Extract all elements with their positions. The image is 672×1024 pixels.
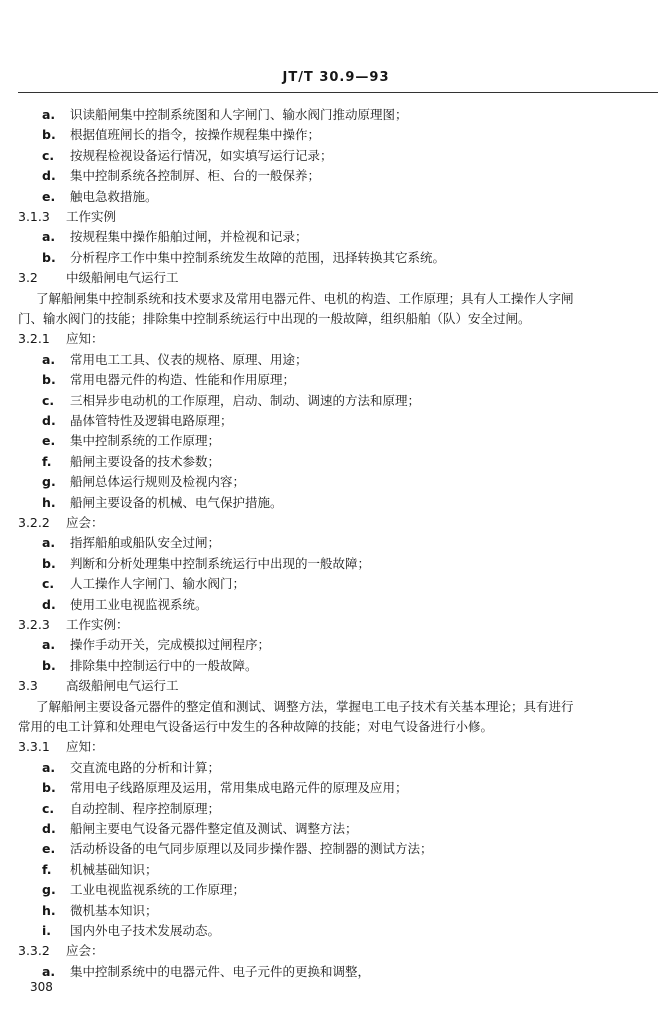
list-item-text: 船闸主要设备的技术参数； [70, 454, 221, 469]
section-heading [18, 678, 179, 694]
list-item-text: 自动控制、程序控制原理； [70, 801, 221, 816]
list-item [0, 495, 640, 511]
list-item-marker: d. [42, 413, 56, 428]
list-item-text: 常用电器元件的构造、性能和作用原理； [70, 372, 296, 387]
list-item-text: 人工操作人字闸门、输水阀门； [70, 576, 246, 591]
list-item [0, 229, 640, 245]
list-item [0, 107, 640, 123]
paragraph-line: 常用的电工计算和处理电气设备运行中发生的各种故障的技能；对电气设备进行小修。 [18, 719, 494, 734]
section-title: 应知： [66, 739, 104, 754]
list-item-marker: e. [42, 189, 56, 204]
section-title: 工作实例 [66, 209, 117, 224]
list-item [0, 658, 640, 674]
list-item [0, 352, 640, 368]
list-item-text: 常用电工工具、仪表的规格、原理、用途； [70, 352, 308, 367]
section-number: 3.2.1 [18, 331, 50, 346]
list-item-text: 集中控制系统中的电器元件、电子元件的更换和调整， [70, 964, 371, 979]
list-item-marker: a. [42, 107, 56, 122]
paragraph-line: 门、输水阀门的技能；排除集中控制系统运行中出现的一般故障，组织船舶（队）安全过闸。 [18, 311, 531, 326]
list-item [0, 964, 640, 980]
list-item [0, 372, 640, 388]
list-item [0, 923, 640, 939]
list-item-text: 指挥船舶或船队安全过闸； [70, 535, 221, 550]
list-item-marker: h. [42, 903, 56, 918]
list-item [0, 903, 640, 919]
list-item [0, 780, 640, 796]
list-item [0, 189, 640, 205]
section-title: 高级船闸电气运行工 [66, 678, 179, 693]
list-item [0, 576, 640, 592]
list-item-marker: c. [42, 148, 55, 163]
section-heading [18, 617, 129, 633]
list-item [0, 637, 640, 653]
list-item-text: 晶体管特性及逻辑电路原理； [70, 413, 233, 428]
list-item-marker: a. [42, 352, 56, 367]
section-title: 应知： [66, 331, 104, 346]
list-item-text: 按规程集中操作船舶过闸，并检视和记录； [70, 229, 308, 244]
list-item [0, 556, 640, 572]
list-item-text: 常用电子线路原理及运用，常用集成电路元件的原理及应用； [70, 780, 408, 795]
list-item-marker: b. [42, 372, 56, 387]
list-item-text: 按规程检视设备运行情况，如实填写运行记录； [70, 148, 333, 163]
standard-code-header: JT/T 30.9—93 [282, 70, 390, 85]
list-item-text: 识读船闸集中控制系统图和人字闸门、输水阀门推动原理图； [70, 107, 408, 122]
section-title: 工作实例： [66, 617, 129, 632]
list-item [0, 535, 640, 551]
list-item-marker: a. [42, 760, 56, 775]
list-item-text: 船闸主要电气设备元器件整定值及测试、调整方法； [70, 821, 358, 836]
list-item-marker: g. [42, 474, 56, 489]
list-item [0, 597, 640, 613]
section-title: 应会： [66, 943, 104, 958]
list-item-marker: b. [42, 127, 56, 142]
section-number: 3.1.3 [18, 209, 50, 224]
list-item-marker: d. [42, 168, 56, 183]
list-item-text: 交直流电路的分析和计算； [70, 760, 221, 775]
list-item-text: 使用工业电视监视系统。 [70, 597, 208, 612]
list-item [0, 393, 640, 409]
list-item-text: 根据值班闸长的指令，按操作规程集中操作； [70, 127, 321, 142]
list-item-marker: a. [42, 535, 56, 550]
list-item [0, 433, 640, 449]
list-item-text: 集中控制系统的工作原理； [70, 433, 221, 448]
list-item-text: 机械基础知识； [70, 862, 158, 877]
list-item-marker: c. [42, 393, 55, 408]
list-item-marker: c. [42, 801, 55, 816]
list-item-marker: f. [42, 862, 52, 877]
list-item-marker: d. [42, 597, 56, 612]
paragraph-line: 了解船闸主要设备元器件的整定值和测试、调整方法，掌握电工电子技术有关基本理论；具有进行 [36, 699, 574, 714]
list-item [0, 474, 640, 490]
list-item-marker: i. [42, 923, 52, 938]
section-number: 3.3.2 [18, 943, 50, 958]
section-number: 3.2.2 [18, 515, 50, 530]
section-heading [18, 943, 104, 959]
list-item-text: 国内外电子技术发展动态。 [70, 923, 221, 938]
list-item-marker: e. [42, 433, 56, 448]
list-item-text: 三相异步电动机的工作原理，启动、制动、调速的方法和原理； [70, 393, 421, 408]
list-item [0, 148, 640, 164]
list-item-text: 工业电视监视系统的工作原理； [70, 882, 246, 897]
header-divider [18, 92, 658, 93]
list-item-marker: b. [42, 658, 56, 673]
section-heading [18, 739, 104, 755]
list-item-marker: b. [42, 250, 56, 265]
list-item-marker: f. [42, 454, 52, 469]
list-item-marker: h. [42, 495, 56, 510]
list-item [0, 454, 640, 470]
list-item [0, 250, 640, 266]
list-item [0, 168, 640, 184]
list-item [0, 841, 640, 857]
list-item-text: 船闸总体运行规则及检视内容； [70, 474, 246, 489]
list-item-marker: e. [42, 841, 56, 856]
list-item-text: 船闸主要设备的机械、电气保护措施。 [70, 495, 283, 510]
list-item-marker: d. [42, 821, 56, 836]
list-item [0, 801, 640, 817]
list-item [0, 413, 640, 429]
list-item-text: 集中控制系统各控制屏、柜、台的一般保养； [70, 168, 321, 183]
list-item-text: 操作手动开关，完成模拟过闸程序； [70, 637, 271, 652]
list-item-marker: a. [42, 964, 56, 979]
section-number: 3.3 [18, 678, 38, 693]
section-number: 3.2.3 [18, 617, 50, 632]
list-item-text: 微机基本知识； [70, 903, 158, 918]
section-heading [18, 331, 104, 347]
list-item-marker: a. [42, 229, 56, 244]
section-heading [18, 209, 116, 225]
page-number: 308 [30, 980, 53, 994]
list-item-text: 触电急救措施。 [70, 189, 158, 204]
section-number: 3.3.1 [18, 739, 50, 754]
paragraph-line: 了解船闸集中控制系统和技术要求及常用电器元件、电机的构造、工作原理；具有人工操作人字闸 [36, 291, 574, 306]
list-item-marker: g. [42, 882, 56, 897]
list-item-text: 活动桥设备的电气同步原理以及同步操作器、控制器的测试方法； [70, 841, 433, 856]
section-title: 中级船闸电气运行工 [66, 270, 179, 285]
list-item-marker: a. [42, 637, 56, 652]
list-item [0, 127, 640, 143]
list-item [0, 760, 640, 776]
list-item [0, 862, 640, 878]
section-heading [18, 270, 179, 286]
section-number: 3.2 [18, 270, 38, 285]
list-item-marker: c. [42, 576, 55, 591]
section-heading [18, 515, 104, 531]
list-item-text: 判断和分析处理集中控制系统运行中出现的一般故障； [70, 556, 371, 571]
list-item-marker: b. [42, 556, 56, 571]
list-item-text: 分析程序工作中集中控制系统发生故障的范围，迅择转换其它系统。 [70, 250, 446, 265]
list-item [0, 882, 640, 898]
section-title: 应会： [66, 515, 104, 530]
list-item-text: 排除集中控制运行中的一般故障。 [70, 658, 258, 673]
list-item [0, 821, 640, 837]
list-item-marker: b. [42, 780, 56, 795]
